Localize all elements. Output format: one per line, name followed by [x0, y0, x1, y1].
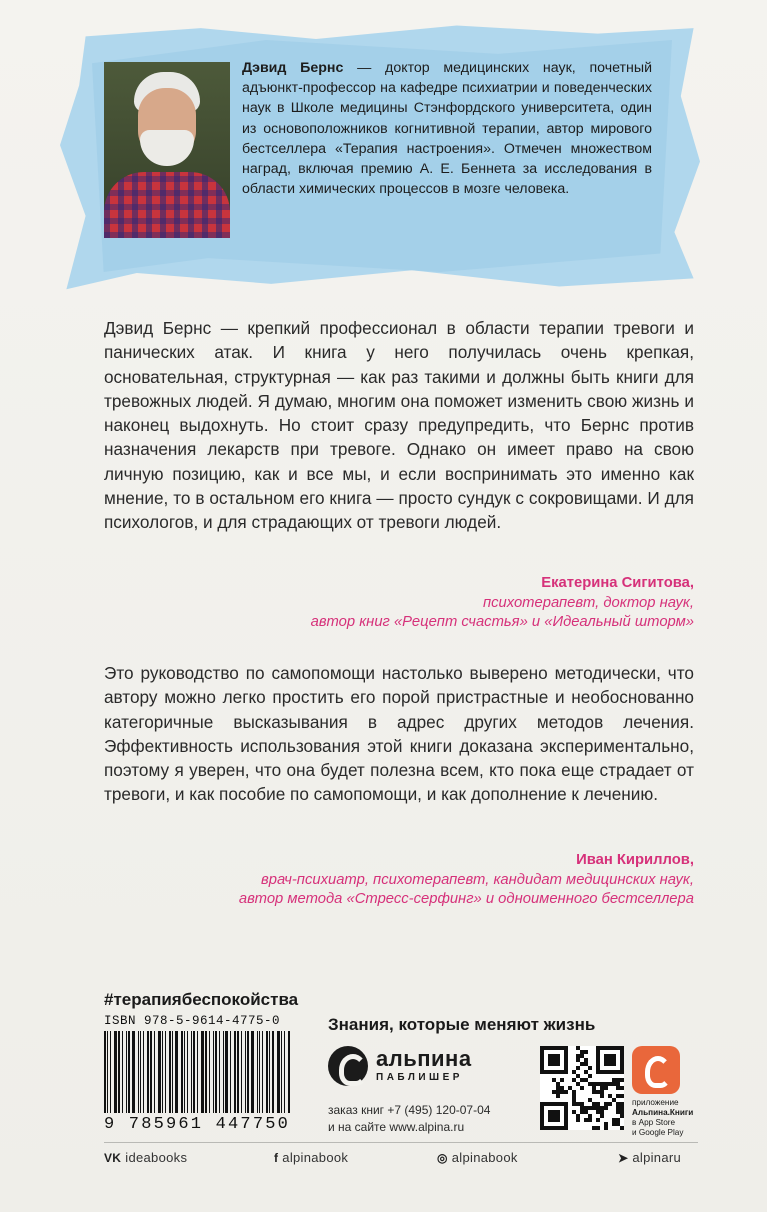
- barcode-bar: [251, 1031, 254, 1113]
- reviewer-name-2: Иван Кириллов,: [576, 852, 694, 868]
- barcode-bar: [126, 1031, 127, 1113]
- barcode-bar: [223, 1031, 224, 1113]
- review-signature-2: [239, 851, 694, 910]
- qr-code: [540, 1046, 624, 1130]
- instagram-handle: alpinabook: [451, 1150, 518, 1165]
- vk-icon: VK: [104, 1150, 122, 1165]
- reviewer-name-1: Екатерина Сигитова,: [541, 575, 694, 591]
- barcode-bar: [110, 1031, 111, 1113]
- barcode-bar: [245, 1031, 246, 1113]
- barcode-bar: [213, 1031, 214, 1113]
- barcode-bar: [197, 1031, 198, 1113]
- instagram-icon: ◎: [437, 1150, 448, 1165]
- review-text-2: Это руководство по самопомощи настолько выверено методически, что автору можно легко простить его порой пристрастные и необоснованно категоричные высказывания в адрес других методов лечения. Эффективность использования этой книги доказана экспериментально, поэтому я уверен, что она будет полезна всем, кто пока еще страдает от тревоги, и как пособие по самопомощи, и как дополнение к лечению.: [104, 663, 694, 805]
- isbn-text: ISBN 978-5-9614-4775-0: [104, 1014, 281, 1028]
- barcode-bar: [107, 1031, 108, 1113]
- reviewer-role-1b: автор книг «Рецепт счастья» и «Идеальный шторм»: [310, 614, 694, 630]
- telegram-icon: ➤: [618, 1150, 629, 1165]
- publisher-brand: альпина: [376, 1046, 472, 1071]
- app-promo-line1: приложение: [632, 1098, 679, 1107]
- barcode-bar: [187, 1031, 188, 1113]
- barcode-bar: [104, 1031, 106, 1113]
- social-facebook: [274, 1150, 348, 1165]
- author-name: Дэвид Бернс: [242, 60, 344, 76]
- telegram-handle: alpinaru: [632, 1150, 682, 1165]
- social-telegram: [618, 1150, 681, 1165]
- hashtag: #терапиябеспокойства: [104, 990, 299, 1009]
- review-text-1: Дэвид Бернс — крепкий профессионал в области терапии тревоги и панических атак. И книга у него получилась очень крепкая, основательная, структурная — как раз такими и должны быть книги для тревожных людей. Я думаю, многим она поможет изменить свою жизнь и наконец выдохнуть. Но стоит сразу предупредить, что Бернс против назначения лекарств при тревоге. Однако он имеет право на свою личную позицию, как и все мы, и если воспринимать это именно как мнение, то в остальном его книга — просто сундук с сокровищами. И для психологов, и для страдающих от тревоги людей.: [104, 318, 694, 533]
- barcode-bar: [154, 1031, 155, 1113]
- facebook-handle: alpinabook: [282, 1150, 349, 1165]
- barcode-bar: [175, 1031, 178, 1113]
- social-instagram: [437, 1150, 518, 1165]
- app-promo-line3: в App Store: [632, 1118, 676, 1127]
- author-photo: [104, 62, 230, 238]
- barcode-bar: [181, 1031, 183, 1113]
- barcode-bar: [158, 1031, 161, 1113]
- app-promo: [632, 1098, 693, 1138]
- barcode-bar: [237, 1031, 239, 1113]
- barcode-bar: [241, 1031, 242, 1113]
- barcode-bar: [215, 1031, 217, 1113]
- barcode-bar: [118, 1031, 120, 1113]
- barcode-bar: [257, 1031, 258, 1113]
- barcode-bar: [184, 1031, 185, 1113]
- publisher-sub: ПАБЛИШЕР: [376, 1072, 463, 1083]
- app-icon: [632, 1046, 680, 1094]
- reviewer-role-2b: автор метода «Стресс-серфинг» и одноименного бестселлера: [238, 891, 694, 907]
- barcode-bar: [147, 1031, 149, 1113]
- reviewer-role-1a: психотерапевт, доктор наук,: [482, 594, 694, 611]
- app-promo-line2: Альпина.Книги: [632, 1108, 694, 1117]
- barcode-bar: [259, 1031, 260, 1113]
- publisher-tagline: Знания, которые меняют жизнь: [328, 1015, 596, 1034]
- barcode-bar: [288, 1031, 290, 1113]
- barcode-bar: [269, 1031, 270, 1113]
- reviewer-role-2a: врач-психиатр, психотерапевт, кандидат медицинских наук,: [261, 871, 694, 888]
- facebook-icon: f: [274, 1150, 279, 1165]
- barcode-bar: [193, 1031, 195, 1113]
- barcode-bar: [281, 1031, 282, 1113]
- barcode-bar: [169, 1031, 171, 1113]
- barcode-bar: [143, 1031, 144, 1113]
- barcode-bar: [140, 1031, 141, 1113]
- barcode-bar: [219, 1031, 220, 1113]
- barcode-bar: [138, 1031, 139, 1113]
- footer-divider: [104, 1142, 698, 1143]
- order-phone: заказ книг +7 (495) 120-07-04: [328, 1103, 491, 1117]
- social-vk: [104, 1150, 187, 1165]
- barcode-bar: [277, 1031, 280, 1113]
- barcode-bar: [172, 1031, 173, 1113]
- barcode-bar: [132, 1031, 135, 1113]
- barcode-bar: [272, 1031, 274, 1113]
- barcode-bar: [230, 1031, 231, 1113]
- barcode-bar: [205, 1031, 207, 1113]
- app-promo-line4: и Google Play: [632, 1128, 684, 1137]
- barcode-bar: [165, 1031, 166, 1113]
- order-site: и на сайте www.alpina.ru: [328, 1120, 465, 1134]
- barcode-bar: [234, 1031, 236, 1113]
- barcode-bar: [122, 1031, 123, 1113]
- barcode-bar: [201, 1031, 204, 1113]
- publisher-logo: [328, 1046, 488, 1088]
- review-signature-1: [311, 574, 694, 633]
- vk-handle: ideabooks: [125, 1150, 188, 1165]
- barcode-bar: [209, 1031, 210, 1113]
- barcode-bar: [284, 1031, 285, 1113]
- author-bio-text: — доктор медицинских наук, почетный адъюнкт-профессор на кафедре психиатрии и поведенческих наук в Школе медицины Стэнфордского университета, один из основоположников когнитивной терапии, автор мирового бестселлера «Терапия настроения». Отмечен множеством наград, включая премию А. Е. Беннета за исследования в области химических процессов в мозге человека.: [242, 60, 652, 198]
- barcode-bar: [262, 1031, 263, 1113]
- barcode-bar: [150, 1031, 152, 1113]
- barcode-bar: [266, 1031, 268, 1113]
- barcode-bar: [162, 1031, 163, 1113]
- alpina-logo-icon: [328, 1046, 368, 1086]
- barcode-bar: [247, 1031, 249, 1113]
- barcode-bar: [225, 1031, 228, 1113]
- barcode-bar: [191, 1031, 192, 1113]
- isbn-barcode: [104, 1014, 300, 1138]
- barcode-bars: [104, 1031, 294, 1113]
- barcode-digits: 9 785961 447750: [104, 1115, 291, 1134]
- barcode-bar: [128, 1031, 130, 1113]
- barcode-bar: [114, 1031, 117, 1113]
- order-info: [328, 1102, 490, 1136]
- author-bio: [242, 58, 652, 199]
